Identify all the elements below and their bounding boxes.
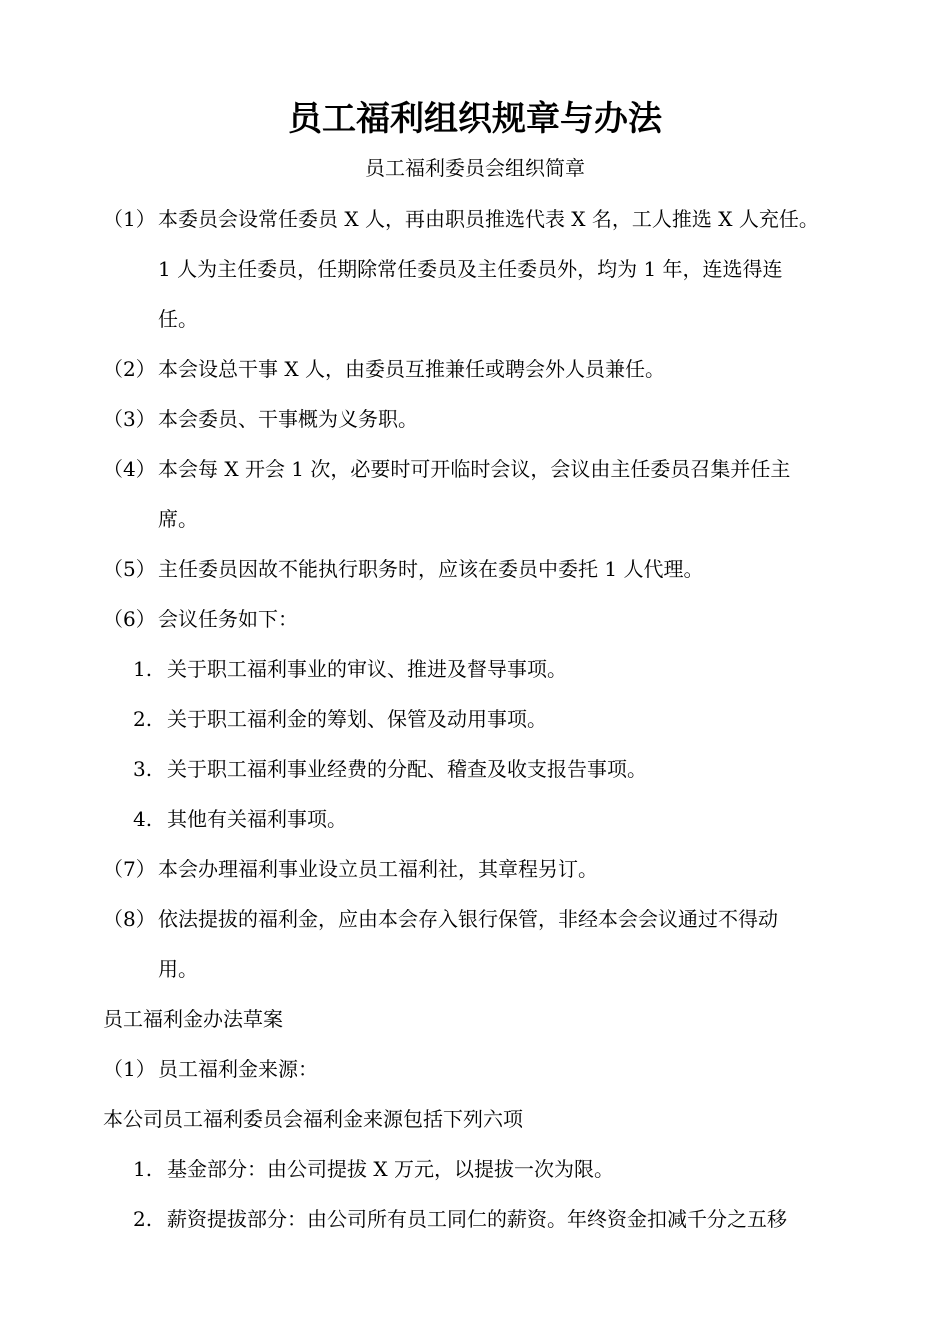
document-line — [0, 294, 950, 344]
list-item-number: 1. — [133, 657, 153, 681]
document-line — [0, 1044, 950, 1094]
list-item-number: 3. — [133, 757, 153, 781]
document-body — [0, 194, 950, 1244]
document-line — [0, 694, 950, 744]
list-item-number: 2. — [133, 707, 153, 731]
line-text: 本会委员、干事概为义务职。 — [158, 407, 418, 431]
line-text: 任。 — [158, 307, 198, 331]
document-line — [0, 994, 950, 1044]
list-item-number: 2. — [133, 1207, 153, 1231]
paragraph-number: （3） — [103, 407, 156, 431]
list-item-number: 1. — [133, 1157, 153, 1181]
document-line — [0, 744, 950, 794]
line-text: 会议任务如下： — [158, 607, 298, 631]
document-line — [0, 1094, 950, 1144]
document-subtitle: 员工福利委员会组织简章 — [365, 156, 585, 180]
document-line — [0, 494, 950, 544]
line-text: 1 人为主任委员，任期除常任委员及主任委员外，均为 1 年，连选得连 — [158, 257, 783, 281]
line-text: 本委员会设常任委员 X 人，再由职员推选代表 X 名，工人推选 X 人充任。 — [158, 207, 819, 231]
line-text: 用。 — [158, 957, 198, 981]
document-line — [0, 244, 950, 294]
paragraph-number: （7） — [103, 857, 156, 881]
line-text: 其他有关福利事项。 — [167, 807, 347, 831]
line-text: 席。 — [158, 507, 198, 531]
document-line — [0, 644, 950, 694]
line-text: 本公司员工福利委员会福利金来源包括下列六项 — [103, 1107, 523, 1131]
line-text: 基金部分：由公司提拔 X 万元，以提拔一次为限。 — [167, 1157, 614, 1181]
line-text: 薪资提拔部分：由公司所有员工同仁的薪资。年终资金扣减千分之五移 — [167, 1207, 787, 1231]
paragraph-number: （4） — [103, 457, 156, 481]
document-line — [0, 1144, 950, 1194]
document-line — [0, 394, 950, 444]
line-text: 本会办理福利事业设立员工福利社，其章程另订。 — [158, 857, 598, 881]
paragraph-number: （6） — [103, 607, 156, 631]
list-item-number: 4. — [133, 807, 153, 831]
document-line — [0, 794, 950, 844]
line-text: 依法提拔的福利金，应由本会存入银行保管，非经本会会议通过不得动 — [158, 907, 778, 931]
document-line — [0, 944, 950, 994]
document-line — [0, 344, 950, 394]
document-line — [0, 894, 950, 944]
line-text: 主任委员因故不能执行职务时，应该在委员中委托 1 人代理。 — [158, 557, 704, 581]
line-text: 关于职工福利事业经费的分配、稽查及收支报告事项。 — [167, 757, 647, 781]
document-title: 员工福利组织规章与办法 — [288, 99, 662, 139]
paragraph-number: （5） — [103, 557, 156, 581]
paragraph-number: （1） — [103, 1057, 156, 1081]
paragraph-number: （2） — [103, 357, 156, 381]
document-line — [0, 594, 950, 644]
document-line — [0, 544, 950, 594]
paragraph-number: （1） — [103, 207, 156, 231]
line-text: 员工福利金来源： — [158, 1057, 318, 1081]
line-text: 本会每 X 开会 1 次，必要时可开临时会议，会议由主任委员召集并任主 — [158, 457, 791, 481]
document-line — [0, 444, 950, 494]
line-text: 本会设总干事 X 人，由委员互推兼任或聘会外人员兼任。 — [158, 357, 665, 381]
document-line — [0, 194, 950, 244]
line-text: 员工福利金办法草案 — [103, 1007, 283, 1031]
line-text: 关于职工福利事业的审议、推进及督导事项。 — [167, 657, 567, 681]
line-text: 关于职工福利金的筹划、保管及动用事项。 — [167, 707, 547, 731]
paragraph-number: （8） — [103, 907, 156, 931]
document-line — [0, 1194, 950, 1244]
document-line — [0, 844, 950, 894]
